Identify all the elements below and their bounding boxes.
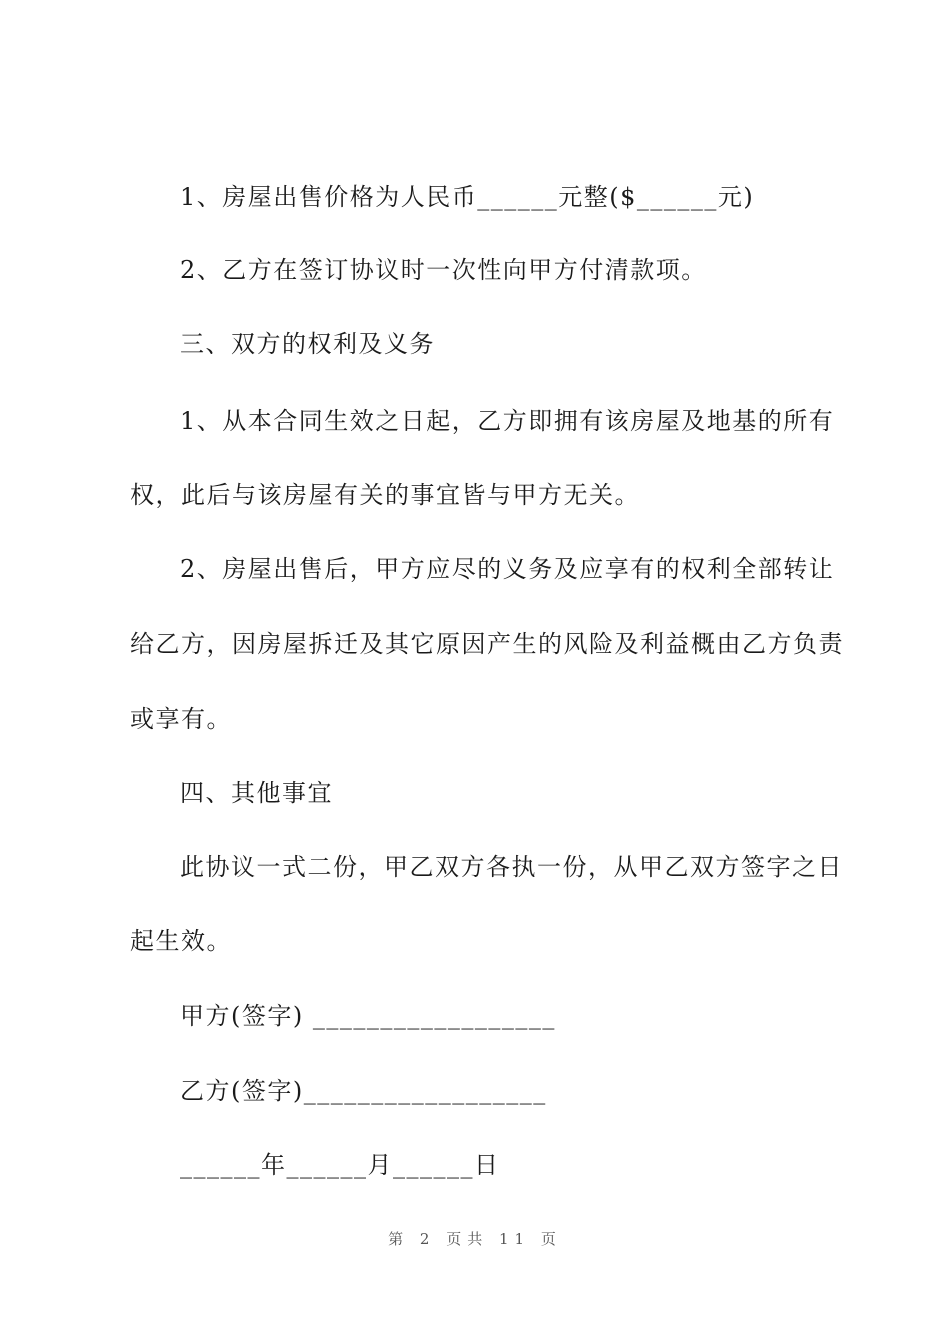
signing-date: ______年______月______日 <box>180 1151 500 1179</box>
payment-clause: 2、乙方在签订协议时一次性向甲方付清款项。 <box>180 256 707 284</box>
ownership-clause-line-2: 权，此后与该房屋有关的事宜皆与甲方无关。 <box>130 481 640 509</box>
copies-clause-line-2: 起生效。 <box>130 927 232 955</box>
price-clause: 1、房屋出售价格为人民币______元整($______元) <box>180 183 755 211</box>
section-heading-other: 四、其他事宜 <box>180 779 333 807</box>
party-a-signature: 甲方(签字) __________________ <box>180 1002 556 1030</box>
obligation-clause-line-3: 或享有。 <box>130 705 232 733</box>
ownership-clause-line-1: 1、从本合同生效之日起，乙方即拥有该房屋及地基的所有 <box>180 407 835 435</box>
party-b-signature: 乙方(签字)__________________ <box>180 1077 547 1105</box>
obligation-clause-line-2: 给乙方，因房屋拆迁及其它原因产生的风险及利益概由乙方负责 <box>130 630 844 658</box>
obligation-clause-line-1: 2、房屋出售后，甲方应尽的义务及应享有的权利全部转让 <box>180 555 835 583</box>
copies-clause-line-1: 此协议一式二份，甲乙双方各执一份，从甲乙双方签字之日 <box>180 853 843 881</box>
page-footer: 第 2 页共 11 页 <box>388 1230 562 1248</box>
section-heading-rights: 三、双方的权利及义务 <box>180 330 435 358</box>
